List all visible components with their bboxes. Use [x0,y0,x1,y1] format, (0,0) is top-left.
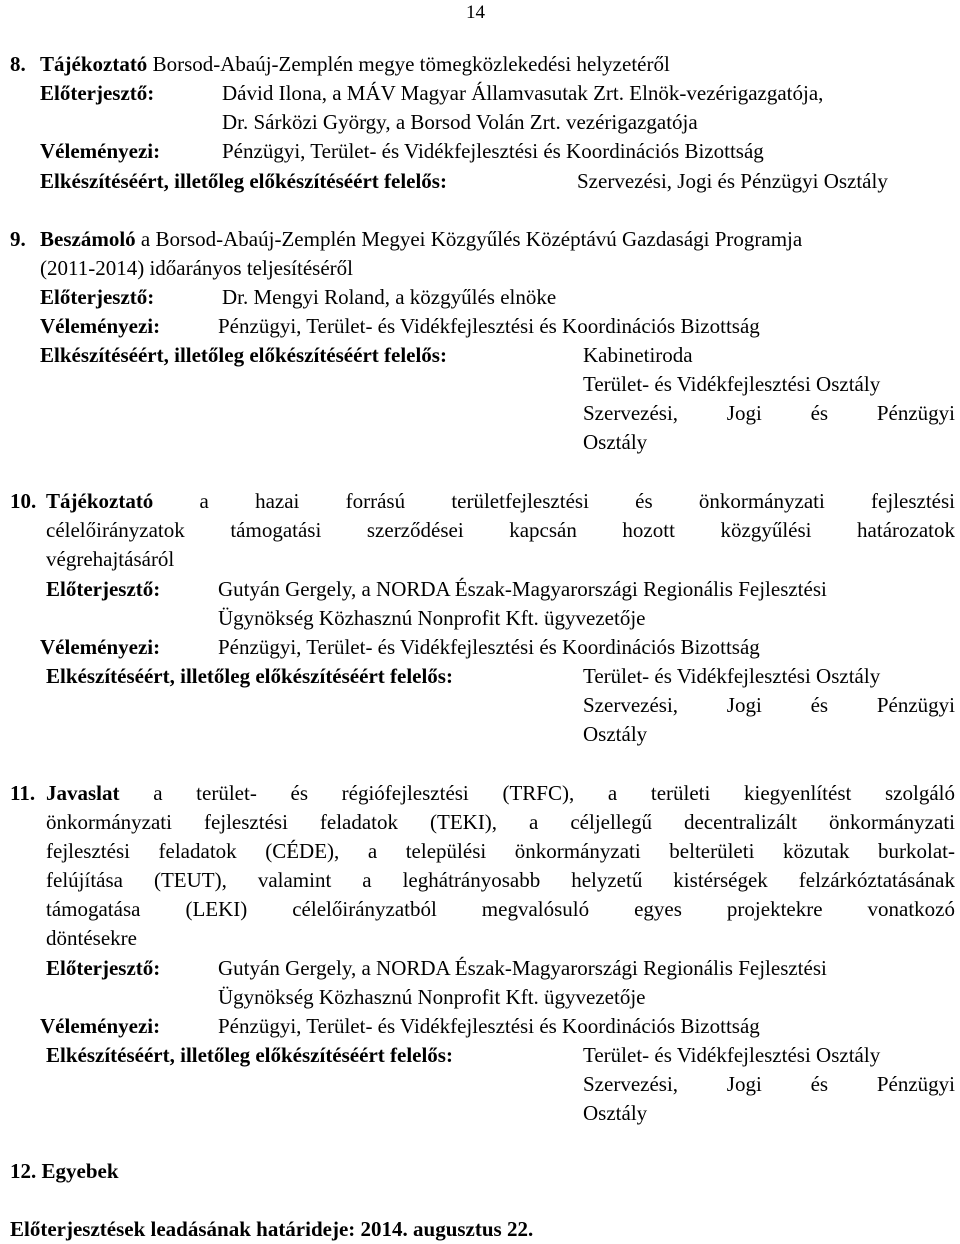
item-9-presenter-label: Előterjesztő: [40,285,155,309]
item-11-title-lead: Javaslat [46,781,120,805]
submission-deadline: Előterjesztések leadásának határideje: 2014. augusztus 22. [10,1217,534,1241]
item-8-presenter-line-2: Dr. Sárközi György, a Borsod Volán Zrt. vezérigazgatója [222,110,698,134]
item-8-title-lead: Tájékoztató [40,52,148,76]
item-12 [10,1157,119,1186]
item-9-responsible-line-1: Kabinetiroda [583,343,693,367]
item-9-responsible-line-2: Terület- és Vidékfejlesztési Osztály [583,372,881,396]
item-10-title-rest: a hazai forrású területfejlesztési és önkormányzati fejlesztési [199,489,955,513]
item-10-presenter-label: Előterjesztő: [46,577,161,601]
item-11-responsible-line-2: Szervezési, Jogi és Pénzügyi [583,1072,955,1096]
item-8-title-rest: Borsod-Abaúj-Zemplén megye tömegközlekedési helyzetéről [152,52,670,76]
item-8-responsible-line-1: Szervezési, Jogi és Pénzügyi Osztály [577,169,888,193]
item-10-title [46,487,955,516]
item-11-responsible-line-1: Terület- és Vidékfejlesztési Osztály [583,1043,881,1067]
item-9-title-line-2: (2011-2014) időarányos teljesítéséről [40,256,353,280]
item-11-reviewer: Pénzügyi, Terület- és Vidékfejlesztési és Koordinációs Bizottság [218,1014,760,1038]
item-11-title-line-3: fejlesztési feladatok (CÉDE), a települési önkormányzati belterületi közutak burkolat- [46,839,955,863]
item-11-title-line-2: önkormányzati fejlesztési feladatok (TEKI), a céljellegű decentralizált önkormányzati [46,810,955,834]
item-10-title-lead: Tájékoztató [46,489,154,513]
item-10-presenter-line-2: Ügynökség Közhasznú Nonprofit Kft. ügyvezetője [218,606,646,630]
item-9-responsible-line-3: Szervezési, Jogi és Pénzügyi [583,401,955,425]
item-9-title-rest: a Borsod-Abaúj-Zemplén Megyei Közgyűlés Középtávú Gazdasági Programja [140,227,803,251]
item-12-number: 12. [10,1159,37,1183]
item-11-reviewer-label: Véleményezi: [40,1014,161,1038]
item-9-title [40,225,802,254]
item-8-reviewer-label: Véleményezi: [40,139,161,163]
item-11-number: 11. [10,781,36,805]
item-11-presenter-label: Előterjesztő: [46,956,161,980]
page-number: 14 [466,2,485,23]
item-8-presenter-label: Előterjesztő: [40,81,155,105]
item-11-title-line-4: felújítása (TEUT), valamint a leghátrányosabb helyzetű kistérségek felzárkóztatásának [46,868,955,892]
item-11-title-line-6: döntésekre [46,926,137,950]
item-9-title-lead: Beszámoló [40,227,136,251]
item-9-number: 9. [10,227,26,251]
item-11-responsible-label: Elkészítéséért, illetőleg előkészítéséért felelős: [46,1043,453,1067]
item-10-reviewer-label: Véleményezi: [40,635,161,659]
item-10-responsible-line-2: Szervezési, Jogi és Pénzügyi [583,693,955,717]
item-10-responsible-line-3: Osztály [583,722,648,746]
item-10-responsible-label: Elkészítéséért, illetőleg előkészítéséért felelős: [46,664,453,688]
item-11-responsible-line-3: Osztály [583,1101,648,1125]
item-12-title: Egyebek [41,1159,119,1183]
item-11-title-rest: a terület- és régiófejlesztési (TRFC), a területi kiegyenlítést szolgáló [153,781,955,805]
item-10-presenter-line-1: Gutyán Gergely, a NORDA Észak-Magyarországi Regionális Fejlesztési [218,577,827,601]
item-8-reviewer: Pénzügyi, Terület- és Vidékfejlesztési és Koordinációs Bizottság [222,139,764,163]
item-8-presenter-line-1: Dávid Ilona, a MÁV Magyar Államvasutak Zrt. Elnök-vezérigazgatója, [222,81,824,105]
item-8-number: 8. [10,52,26,76]
item-9-reviewer-label: Véleményezi: [40,314,161,338]
item-9-responsible-label: Elkészítéséért, illetőleg előkészítéséért felelős: [40,343,447,367]
item-10-title-line-2: célelőirányzatok támogatási szerződései kapcsán hozott közgyűlési határozatok [46,518,955,542]
item-8-title [40,50,670,79]
item-10-responsible-line-1: Terület- és Vidékfejlesztési Osztály [583,664,881,688]
item-9-presenter-line-1: Dr. Mengyi Roland, a közgyűlés elnöke [222,285,557,309]
item-10-number: 10. [10,489,37,513]
item-11-presenter-line-1: Gutyán Gergely, a NORDA Észak-Magyarországi Regionális Fejlesztési [218,956,827,980]
item-11-title-line-5: támogatása (LEKI) célelőirányzatból megvalósuló egyes projektekre vonatkozó [46,897,955,921]
item-9-reviewer: Pénzügyi, Terület- és Vidékfejlesztési és Koordinációs Bizottság [218,314,760,338]
item-10-reviewer: Pénzügyi, Terület- és Vidékfejlesztési és Koordinációs Bizottság [218,635,760,659]
item-10-title-line-3: végrehajtásáról [46,547,175,571]
item-9-responsible-line-4: Osztály [583,430,648,454]
item-11-presenter-line-2: Ügynökség Közhasznú Nonprofit Kft. ügyvezetője [218,985,646,1009]
item-8-responsible-label: Elkészítéséért, illetőleg előkészítéséért felelős: [40,169,447,193]
item-11-title [46,779,955,808]
